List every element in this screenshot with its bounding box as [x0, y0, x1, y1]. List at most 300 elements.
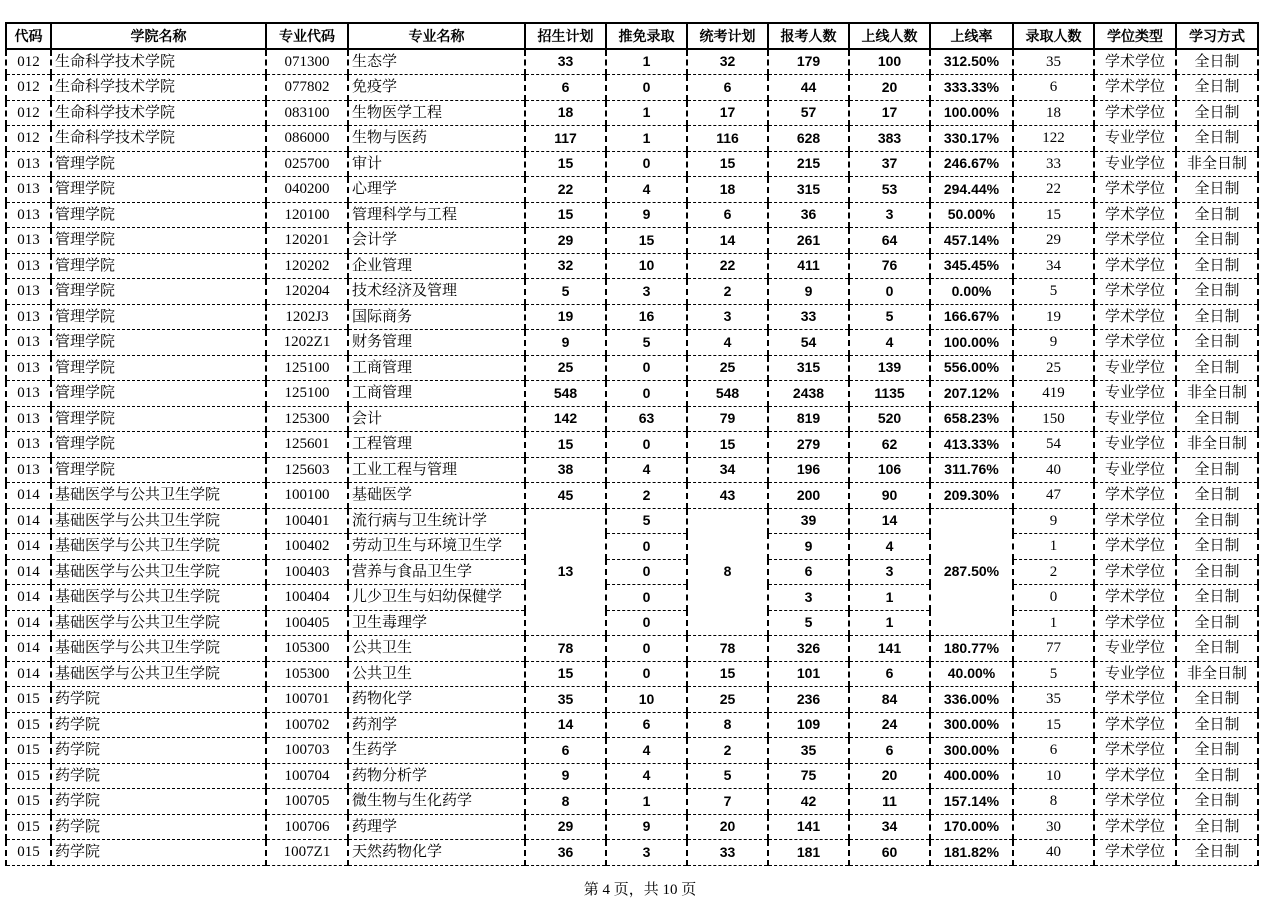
cell-exam-plan: 8 [687, 712, 768, 738]
cell-study-mode: 全日制 [1176, 610, 1258, 636]
cell-major-code: 040200 [266, 177, 348, 203]
cell-enrollment-plan: 32 [525, 253, 606, 279]
cell-major-code: 100706 [266, 814, 348, 840]
cell-degree-type: 学术学位 [1094, 228, 1176, 254]
cell-major-name: 天然药物化学 [348, 840, 525, 866]
cell-exam-plan: 6 [687, 75, 768, 101]
cell-qualified: 17 [849, 100, 930, 126]
cell-code: 012 [6, 75, 51, 101]
cell-major-name: 工程管理 [348, 432, 525, 458]
cell-admitted: 0 [1013, 585, 1094, 611]
cell-code: 012 [6, 49, 51, 75]
cell-code: 015 [6, 738, 51, 764]
cell-code: 014 [6, 483, 51, 509]
cell-major-name: 工业工程与管理 [348, 457, 525, 483]
column-header-degree-type: 学位类型 [1094, 23, 1176, 49]
cell-degree-type: 学术学位 [1094, 508, 1176, 534]
cell-qualify-rate: 100.00% [930, 100, 1013, 126]
cell-study-mode: 全日制 [1176, 712, 1258, 738]
cell-major-code: 125100 [266, 381, 348, 407]
cell-major-name: 审计 [348, 151, 525, 177]
cell-qualified: 64 [849, 228, 930, 254]
cell-recommended-admitted: 1 [606, 789, 687, 815]
column-header-recommended-admitted: 推免录取 [606, 23, 687, 49]
cell-major-name: 国际商务 [348, 304, 525, 330]
cell-applicants: 326 [768, 636, 849, 662]
cell-exam-plan: 3 [687, 304, 768, 330]
cell-study-mode: 全日制 [1176, 636, 1258, 662]
cell-college: 管理学院 [51, 457, 266, 483]
table-row [6, 355, 1258, 381]
cell-recommended-admitted: 0 [606, 559, 687, 585]
column-header-admitted: 录取人数 [1013, 23, 1094, 49]
table-row [6, 559, 1258, 585]
cell-qualify-rate: 157.14% [930, 789, 1013, 815]
cell-recommended-admitted: 1 [606, 100, 687, 126]
cell-major-code: 1202Z1 [266, 330, 348, 356]
cell-applicants: 181 [768, 840, 849, 866]
cell-college: 药学院 [51, 763, 266, 789]
cell-recommended-admitted: 5 [606, 330, 687, 356]
cell-qualify-rate: 312.50% [930, 49, 1013, 75]
cell-exam-plan: 43 [687, 483, 768, 509]
cell-major-code: 120201 [266, 228, 348, 254]
table-row [6, 840, 1258, 866]
cell-major-name: 药剂学 [348, 712, 525, 738]
table-row [6, 457, 1258, 483]
cell-qualify-rate: 170.00% [930, 814, 1013, 840]
cell-code: 012 [6, 100, 51, 126]
cell-applicants: 628 [768, 126, 849, 152]
cell-recommended-admitted: 4 [606, 177, 687, 203]
cell-qualified: 62 [849, 432, 930, 458]
cell-degree-type: 专业学位 [1094, 381, 1176, 407]
cell-enrollment-plan: 36 [525, 840, 606, 866]
cell-major-name: 生态学 [348, 49, 525, 75]
cell-enrollment-plan: 35 [525, 687, 606, 713]
cell-degree-type: 学术学位 [1094, 253, 1176, 279]
cell-major-name: 基础医学 [348, 483, 525, 509]
cell-exam-plan: 25 [687, 687, 768, 713]
cell-admitted: 2 [1013, 559, 1094, 585]
cell-study-mode: 全日制 [1176, 279, 1258, 305]
cell-admitted: 15 [1013, 712, 1094, 738]
cell-degree-type: 学术学位 [1094, 202, 1176, 228]
cell-enrollment-plan: 29 [525, 814, 606, 840]
cell-enrollment-plan: 548 [525, 381, 606, 407]
cell-major-name: 公共卫生 [348, 636, 525, 662]
cell-study-mode: 全日制 [1176, 355, 1258, 381]
cell-degree-type: 学术学位 [1094, 100, 1176, 126]
cell-recommended-admitted: 0 [606, 381, 687, 407]
cell-qualify-rate: 0.00% [930, 279, 1013, 305]
cell-admitted: 9 [1013, 330, 1094, 356]
cell-major-name: 生药学 [348, 738, 525, 764]
cell-study-mode: 全日制 [1176, 585, 1258, 611]
table-row [6, 100, 1258, 126]
cell-admitted: 40 [1013, 840, 1094, 866]
cell-qualify-rate: 246.67% [930, 151, 1013, 177]
cell-qualify-rate: 209.30% [930, 483, 1013, 509]
cell-admitted: 15 [1013, 202, 1094, 228]
cell-major-name: 卫生毒理学 [348, 610, 525, 636]
cell-code: 013 [6, 355, 51, 381]
cell-qualified: 1 [849, 610, 930, 636]
cell-college: 基础医学与公共卫生学院 [51, 610, 266, 636]
cell-college: 基础医学与公共卫生学院 [51, 559, 266, 585]
column-header-major-code: 专业代码 [266, 23, 348, 49]
cell-qualified: 520 [849, 406, 930, 432]
table-row [6, 304, 1258, 330]
cell-qualified: 11 [849, 789, 930, 815]
cell-applicants: 261 [768, 228, 849, 254]
cell-code: 013 [6, 381, 51, 407]
cell-degree-type: 专业学位 [1094, 406, 1176, 432]
cell-major-code: 100401 [266, 508, 348, 534]
cell-degree-type: 学术学位 [1094, 49, 1176, 75]
cell-code: 013 [6, 253, 51, 279]
column-header-college: 学院名称 [51, 23, 266, 49]
cell-major-code: 100100 [266, 483, 348, 509]
table-row [6, 789, 1258, 815]
cell-enrollment-plan: 117 [525, 126, 606, 152]
cell-qualified: 141 [849, 636, 930, 662]
cell-major-name: 财务管理 [348, 330, 525, 356]
cell-applicants: 279 [768, 432, 849, 458]
cell-qualified: 0 [849, 279, 930, 305]
cell-admitted: 9 [1013, 508, 1094, 534]
cell-code: 015 [6, 789, 51, 815]
cell-admitted: 29 [1013, 228, 1094, 254]
cell-major-name: 会计学 [348, 228, 525, 254]
cell-recommended-admitted: 1 [606, 49, 687, 75]
cell-college: 管理学院 [51, 228, 266, 254]
cell-admitted: 35 [1013, 687, 1094, 713]
table-row [6, 585, 1258, 611]
table-row [6, 330, 1258, 356]
cell-degree-type: 学术学位 [1094, 585, 1176, 611]
cell-admitted: 77 [1013, 636, 1094, 662]
cell-qualify-rate: 100.00% [930, 330, 1013, 356]
cell-qualify-rate: 336.00% [930, 687, 1013, 713]
table-row [6, 75, 1258, 101]
cell-enrollment-plan: 22 [525, 177, 606, 203]
cell-recommended-admitted: 1 [606, 126, 687, 152]
cell-enrollment-plan: 38 [525, 457, 606, 483]
cell-major-name: 劳动卫生与环境卫生学 [348, 534, 525, 560]
cell-college: 药学院 [51, 687, 266, 713]
table-row [6, 610, 1258, 636]
table-row [6, 151, 1258, 177]
cell-recommended-admitted: 16 [606, 304, 687, 330]
cell-major-code: 100405 [266, 610, 348, 636]
cell-code: 012 [6, 126, 51, 152]
cell-code: 014 [6, 508, 51, 534]
cell-qualified: 20 [849, 75, 930, 101]
cell-recommended-admitted: 10 [606, 687, 687, 713]
cell-college: 基础医学与公共卫生学院 [51, 534, 266, 560]
cell-study-mode: 全日制 [1176, 330, 1258, 356]
cell-qualify-rate: 345.45% [930, 253, 1013, 279]
cell-applicants: 44 [768, 75, 849, 101]
cell-study-mode: 全日制 [1176, 840, 1258, 866]
cell-degree-type: 学术学位 [1094, 483, 1176, 509]
cell-exam-plan: 6 [687, 202, 768, 228]
cell-recommended-admitted: 0 [606, 534, 687, 560]
admissions-table [5, 22, 1259, 866]
table-row [6, 279, 1258, 305]
cell-degree-type: 学术学位 [1094, 840, 1176, 866]
cell-degree-type: 专业学位 [1094, 457, 1176, 483]
cell-study-mode: 全日制 [1176, 457, 1258, 483]
cell-qualified: 90 [849, 483, 930, 509]
cell-applicants: 75 [768, 763, 849, 789]
cell-code: 013 [6, 406, 51, 432]
cell-enrollment-plan: 5 [525, 279, 606, 305]
cell-code: 013 [6, 304, 51, 330]
cell-qualify-rate: 311.76% [930, 457, 1013, 483]
cell-qualify-rate: 207.12% [930, 381, 1013, 407]
cell-major-name: 儿少卫生与妇幼保健学 [348, 585, 525, 611]
cell-college: 生命科学技术学院 [51, 49, 266, 75]
cell-qualify-rate: 400.00% [930, 763, 1013, 789]
cell-applicants: 2438 [768, 381, 849, 407]
cell-code: 015 [6, 687, 51, 713]
cell-major-name: 工商管理 [348, 355, 525, 381]
cell-study-mode: 全日制 [1176, 202, 1258, 228]
table-row [6, 126, 1258, 152]
cell-study-mode: 全日制 [1176, 534, 1258, 560]
cell-applicants: 42 [768, 789, 849, 815]
cell-qualified: 6 [849, 738, 930, 764]
cell-qualified: 1 [849, 585, 930, 611]
cell-recommended-admitted: 9 [606, 814, 687, 840]
cell-major-code: 125100 [266, 355, 348, 381]
cell-exam-plan: 34 [687, 457, 768, 483]
cell-admitted: 33 [1013, 151, 1094, 177]
cell-applicants: 39 [768, 508, 849, 534]
cell-exam-plan: 17 [687, 100, 768, 126]
cell-code: 014 [6, 585, 51, 611]
cell-major-name: 企业管理 [348, 253, 525, 279]
cell-major-code: 100705 [266, 789, 348, 815]
cell-code: 014 [6, 559, 51, 585]
cell-qualified: 1135 [849, 381, 930, 407]
cell-major-code: 125601 [266, 432, 348, 458]
cell-exam-plan: 5 [687, 763, 768, 789]
cell-code: 015 [6, 840, 51, 866]
cell-code: 014 [6, 610, 51, 636]
column-header-qualified: 上线人数 [849, 23, 930, 49]
column-header-enrollment-plan: 招生计划 [525, 23, 606, 49]
table-row [6, 253, 1258, 279]
cell-enrollment-plan: 25 [525, 355, 606, 381]
cell-code: 013 [6, 457, 51, 483]
cell-exam-plan: 116 [687, 126, 768, 152]
cell-major-name: 流行病与卫生统计学 [348, 508, 525, 534]
cell-recommended-admitted: 0 [606, 661, 687, 687]
cell-admitted: 47 [1013, 483, 1094, 509]
cell-recommended-admitted: 4 [606, 738, 687, 764]
cell-exam-plan: 7 [687, 789, 768, 815]
cell-enrollment-plan: 9 [525, 330, 606, 356]
cell-major-name: 营养与食品卫生学 [348, 559, 525, 585]
cell-admitted: 18 [1013, 100, 1094, 126]
table-header [6, 23, 1258, 49]
cell-applicants: 57 [768, 100, 849, 126]
cell-college: 管理学院 [51, 406, 266, 432]
cell-major-name: 公共卫生 [348, 661, 525, 687]
cell-degree-type: 专业学位 [1094, 661, 1176, 687]
cell-qualified: 4 [849, 534, 930, 560]
cell-code: 013 [6, 228, 51, 254]
cell-exam-plan: 8 [687, 508, 768, 636]
cell-college: 药学院 [51, 789, 266, 815]
cell-applicants: 36 [768, 202, 849, 228]
cell-study-mode: 全日制 [1176, 253, 1258, 279]
cell-exam-plan: 33 [687, 840, 768, 866]
cell-college: 管理学院 [51, 279, 266, 305]
cell-major-name: 药物分析学 [348, 763, 525, 789]
cell-qualify-rate: 556.00% [930, 355, 1013, 381]
cell-exam-plan: 32 [687, 49, 768, 75]
cell-major-code: 100704 [266, 763, 348, 789]
cell-applicants: 315 [768, 177, 849, 203]
cell-degree-type: 学术学位 [1094, 304, 1176, 330]
cell-qualify-rate: 180.77% [930, 636, 1013, 662]
cell-degree-type: 学术学位 [1094, 687, 1176, 713]
column-header-major-name: 专业名称 [348, 23, 525, 49]
cell-applicants: 141 [768, 814, 849, 840]
cell-major-code: 071300 [266, 49, 348, 75]
cell-study-mode: 全日制 [1176, 228, 1258, 254]
cell-applicants: 315 [768, 355, 849, 381]
cell-study-mode: 全日制 [1176, 177, 1258, 203]
cell-degree-type: 学术学位 [1094, 610, 1176, 636]
cell-study-mode: 全日制 [1176, 100, 1258, 126]
cell-admitted: 35 [1013, 49, 1094, 75]
cell-major-code: 125300 [266, 406, 348, 432]
table-row [6, 636, 1258, 662]
cell-recommended-admitted: 0 [606, 636, 687, 662]
cell-study-mode: 全日制 [1176, 814, 1258, 840]
cell-recommended-admitted: 0 [606, 432, 687, 458]
cell-enrollment-plan: 18 [525, 100, 606, 126]
cell-recommended-admitted: 10 [606, 253, 687, 279]
column-header-study-mode: 学习方式 [1176, 23, 1258, 49]
cell-applicants: 6 [768, 559, 849, 585]
cell-qualified: 53 [849, 177, 930, 203]
cell-major-name: 工商管理 [348, 381, 525, 407]
cell-applicants: 101 [768, 661, 849, 687]
cell-exam-plan: 20 [687, 814, 768, 840]
cell-major-name: 生物医学工程 [348, 100, 525, 126]
cell-admitted: 54 [1013, 432, 1094, 458]
cell-code: 013 [6, 177, 51, 203]
cell-enrollment-plan: 142 [525, 406, 606, 432]
cell-enrollment-plan: 6 [525, 738, 606, 764]
table-row [6, 738, 1258, 764]
cell-recommended-admitted: 4 [606, 457, 687, 483]
table-row [6, 763, 1258, 789]
cell-enrollment-plan: 14 [525, 712, 606, 738]
cell-exam-plan: 15 [687, 661, 768, 687]
cell-applicants: 54 [768, 330, 849, 356]
cell-enrollment-plan: 29 [525, 228, 606, 254]
column-header-code: 代码 [6, 23, 51, 49]
cell-qualified: 106 [849, 457, 930, 483]
cell-qualify-rate: 181.82% [930, 840, 1013, 866]
cell-admitted: 122 [1013, 126, 1094, 152]
cell-exam-plan: 18 [687, 177, 768, 203]
cell-major-code: 120204 [266, 279, 348, 305]
cell-qualified: 34 [849, 814, 930, 840]
cell-degree-type: 学术学位 [1094, 763, 1176, 789]
cell-admitted: 5 [1013, 661, 1094, 687]
cell-major-name: 生物与医药 [348, 126, 525, 152]
cell-applicants: 196 [768, 457, 849, 483]
cell-major-code: 100404 [266, 585, 348, 611]
cell-exam-plan: 79 [687, 406, 768, 432]
cell-study-mode: 全日制 [1176, 75, 1258, 101]
cell-qualify-rate: 40.00% [930, 661, 1013, 687]
cell-applicants: 109 [768, 712, 849, 738]
table-row [6, 432, 1258, 458]
cell-admitted: 6 [1013, 75, 1094, 101]
cell-study-mode: 全日制 [1176, 508, 1258, 534]
cell-study-mode: 全日制 [1176, 738, 1258, 764]
cell-enrollment-plan: 8 [525, 789, 606, 815]
cell-college: 管理学院 [51, 177, 266, 203]
cell-study-mode: 非全日制 [1176, 661, 1258, 687]
cell-degree-type: 学术学位 [1094, 712, 1176, 738]
cell-college: 管理学院 [51, 253, 266, 279]
cell-study-mode: 全日制 [1176, 126, 1258, 152]
table-row [6, 177, 1258, 203]
cell-exam-plan: 25 [687, 355, 768, 381]
cell-code: 015 [6, 763, 51, 789]
cell-study-mode: 非全日制 [1176, 432, 1258, 458]
cell-recommended-admitted: 0 [606, 75, 687, 101]
cell-applicants: 9 [768, 279, 849, 305]
cell-exam-plan: 22 [687, 253, 768, 279]
cell-enrollment-plan: 45 [525, 483, 606, 509]
cell-code: 014 [6, 661, 51, 687]
cell-major-code: 086000 [266, 126, 348, 152]
cell-college: 管理学院 [51, 151, 266, 177]
cell-enrollment-plan: 6 [525, 75, 606, 101]
cell-qualified: 100 [849, 49, 930, 75]
cell-qualify-rate: 300.00% [930, 738, 1013, 764]
cell-degree-type: 专业学位 [1094, 126, 1176, 152]
cell-enrollment-plan: 19 [525, 304, 606, 330]
cell-recommended-admitted: 3 [606, 840, 687, 866]
cell-major-code: 100402 [266, 534, 348, 560]
cell-degree-type: 学术学位 [1094, 75, 1176, 101]
cell-applicants: 236 [768, 687, 849, 713]
cell-code: 014 [6, 636, 51, 662]
cell-qualified: 5 [849, 304, 930, 330]
cell-enrollment-plan: 78 [525, 636, 606, 662]
cell-qualified: 20 [849, 763, 930, 789]
cell-major-code: 1007Z1 [266, 840, 348, 866]
cell-enrollment-plan: 13 [525, 508, 606, 636]
cell-enrollment-plan: 15 [525, 661, 606, 687]
column-header-applicants: 报考人数 [768, 23, 849, 49]
cell-admitted: 25 [1013, 355, 1094, 381]
cell-qualified: 4 [849, 330, 930, 356]
cell-admitted: 150 [1013, 406, 1094, 432]
